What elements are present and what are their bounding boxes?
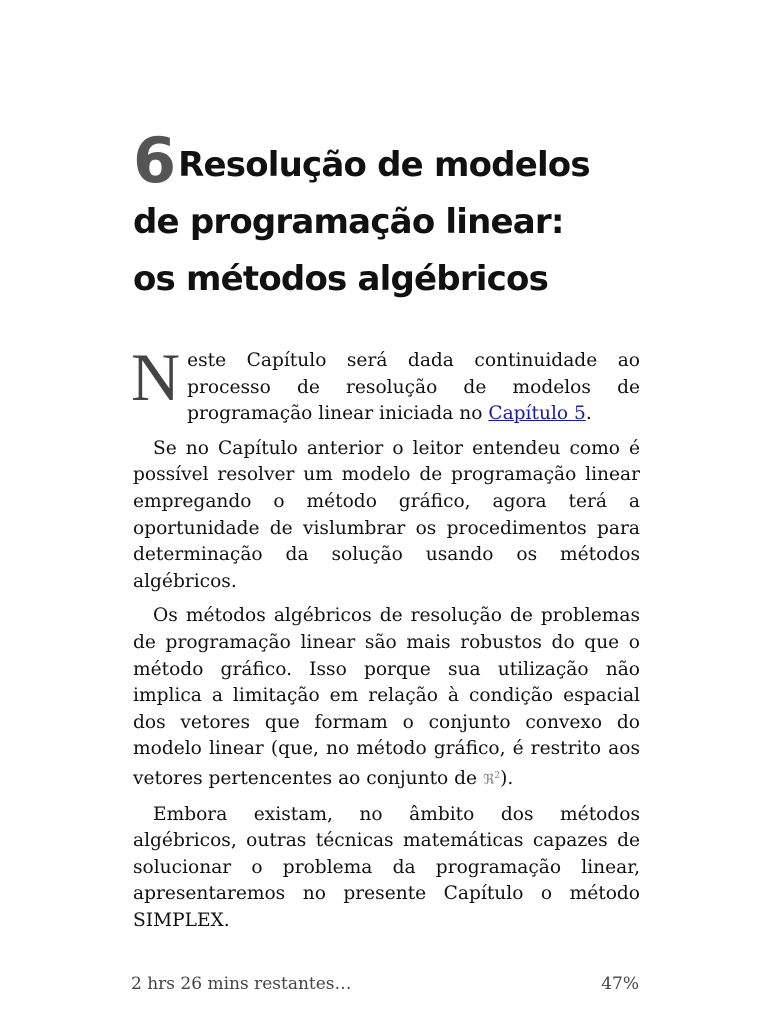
chapter-5-link[interactable]: Capítulo 5 <box>488 403 586 425</box>
drop-cap: N <box>131 339 181 415</box>
chapter-heading <box>133 124 653 308</box>
chapter-title-line-3: os métodos algébricos <box>133 259 549 299</box>
paragraph-1 <box>131 339 640 428</box>
paragraph-2: Se no Capítulo anterior o leitor entendeu como é possível resolver um modelo de programação linear empregando o método gráfico, agora terá a oportunidade de vislumbrar os procedimentos para determinação da solução usando os métodos algébricos. <box>133 437 640 592</box>
paragraph-1-text: este Capítulo será dada continuidade ao processo de resolução de modelos de programação linear iniciada no <box>187 350 640 425</box>
paragraph-4: Embora existam, no âmbito dos métodos algébricos, outras técnicas matemáticas capazes de solucionar o problema da programação linear, apresentaremos no presente Capítulo o método SIMPLEX. <box>133 803 640 931</box>
paragraph-3 <box>133 603 640 793</box>
chapter-title-text-1: Resolução de modelos <box>178 145 590 185</box>
chapter-title-line-2: de programação linear: <box>133 202 564 242</box>
paragraph-1-end: . <box>585 403 592 425</box>
progress-percent: 47% <box>601 974 639 994</box>
chapter-number: 6 <box>133 124 175 197</box>
time-remaining: 2 hrs 26 mins restantes… <box>131 974 352 994</box>
real-numbers-superscript: 2 <box>494 770 501 781</box>
real-numbers-symbol: ℜ <box>482 771 495 788</box>
paragraph-3-end: ). <box>500 767 514 789</box>
paragraph-3-text: Os métodos algébricos de resolução de problemas de programação linear são mais robustos do que o método gráfico. Isso porque sua utilização não implica a limitação em relação à condição espacial dos vetores que formam o conjunto convexo do modelo linear (que, no método gráfico, é restrito aos vetores pertencentes ao conjunto de <box>133 605 640 789</box>
reading-progress-footer <box>131 974 639 994</box>
chapter-body <box>131 339 640 942</box>
chapter-title-line-1 <box>133 124 653 197</box>
